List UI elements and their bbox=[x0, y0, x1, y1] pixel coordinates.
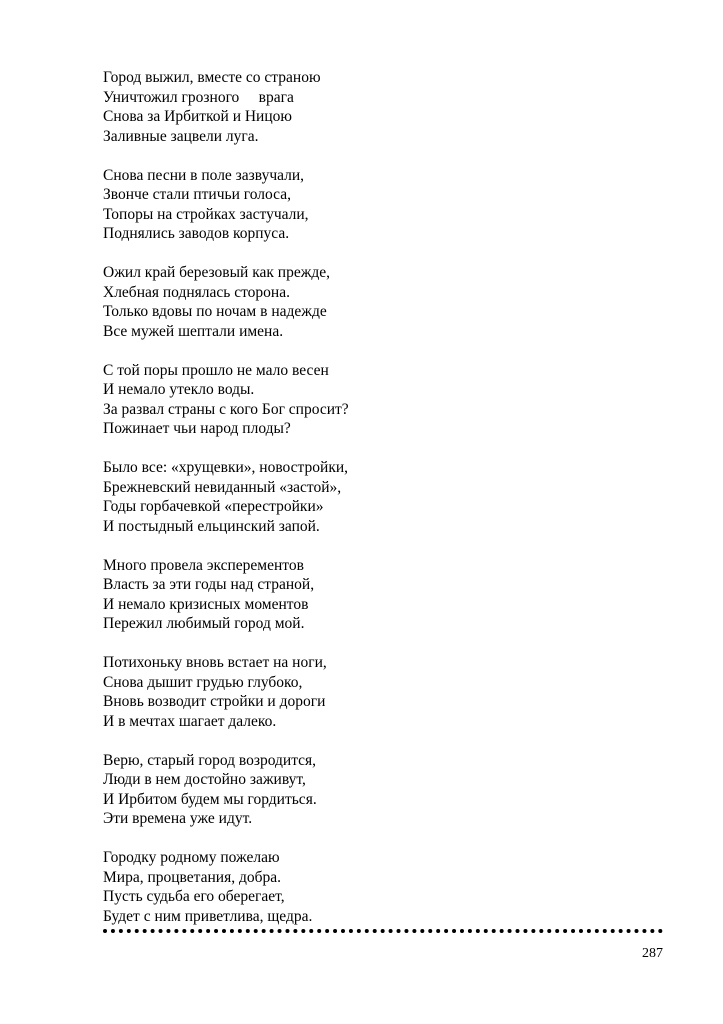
poem-line: Будет с ним приветлива, щедра. bbox=[103, 907, 313, 925]
stanza bbox=[103, 263, 623, 341]
poem-line: Только вдовы по ночам в надежде bbox=[103, 303, 327, 320]
poem-line: Все мужей шептали имена. bbox=[103, 322, 284, 340]
poem-line: Власть за эти годы над страной, bbox=[103, 576, 315, 593]
poem-line: И в мечтах шагает далеко. bbox=[103, 712, 277, 730]
page-number: 287 bbox=[642, 946, 663, 961]
poem-line: Город выжил, вместе со страною bbox=[103, 69, 321, 86]
stanza bbox=[103, 166, 623, 244]
poem-line: Звонче стали птичьи голоса, bbox=[103, 186, 291, 203]
stanza bbox=[103, 653, 623, 731]
poem-line: За развал страны с кого Бог спросит? bbox=[103, 400, 349, 418]
poem-line: Вновь возводит стройки и дороги bbox=[103, 693, 326, 710]
dotted-divider bbox=[103, 929, 663, 933]
poem-line: Пережил любимый город мой. bbox=[103, 615, 305, 632]
poem-line: Ожил край березовый как прежде, bbox=[103, 264, 331, 281]
poem-line: Снова дышит грудью глубоко, bbox=[103, 673, 303, 691]
poem-line: Пусть судьба его оберегает, bbox=[103, 888, 285, 905]
poem-line: Было все: «хрущевки», новостройки, bbox=[103, 459, 349, 476]
poem-line: Потихоньку вновь встает на ноги, bbox=[103, 654, 327, 671]
stanza bbox=[103, 751, 623, 829]
poem-line: Хлебная поднялась сторона. bbox=[103, 283, 290, 301]
poem-line: Уничтожил грозного врага bbox=[103, 88, 294, 106]
poem-line: Топоры на стройках застучали, bbox=[103, 205, 309, 223]
poem-line: Снова за Ирбиткой и Ницою bbox=[103, 108, 292, 125]
poem-line: Эти времена уже идут. bbox=[103, 810, 253, 827]
poem-line: И постыдный ельцинский запой. bbox=[103, 517, 320, 535]
poem-line: Городку родному пожелаю bbox=[103, 849, 280, 866]
poem-line: Верю, старый город возродится, bbox=[103, 751, 317, 769]
stanza bbox=[103, 556, 623, 634]
stanza bbox=[103, 361, 623, 439]
poem-line: Заливные зацвели луга. bbox=[103, 127, 259, 145]
poem-line: И Ирбитом будем мы гордиться. bbox=[103, 790, 317, 808]
stanza bbox=[103, 458, 623, 536]
stanza bbox=[103, 68, 623, 146]
poem-line: Поднялись заводов корпуса. bbox=[103, 225, 290, 242]
poem-line: Снова песни в поле зазвучали, bbox=[103, 166, 305, 184]
stanza bbox=[103, 848, 623, 926]
poem bbox=[103, 68, 623, 946]
poem-line: И немало утекло воды. bbox=[103, 381, 255, 398]
poem-line: Пожинает чьи народ плоды? bbox=[103, 420, 291, 437]
poem-line: Много провела эксперементов bbox=[103, 556, 304, 574]
poem-line: Люди в нем достойно заживут, bbox=[103, 771, 306, 788]
poem-line: Брежневский невиданный «застой», bbox=[103, 478, 342, 496]
poem-line: И немало кризисных моментов bbox=[103, 595, 309, 613]
poem-line: Мира, процветания, добра. bbox=[103, 868, 281, 886]
poem-line: С той поры прошло не мало весен bbox=[103, 361, 329, 379]
poem-line: Годы горбачевкой «перестройки» bbox=[103, 498, 324, 515]
